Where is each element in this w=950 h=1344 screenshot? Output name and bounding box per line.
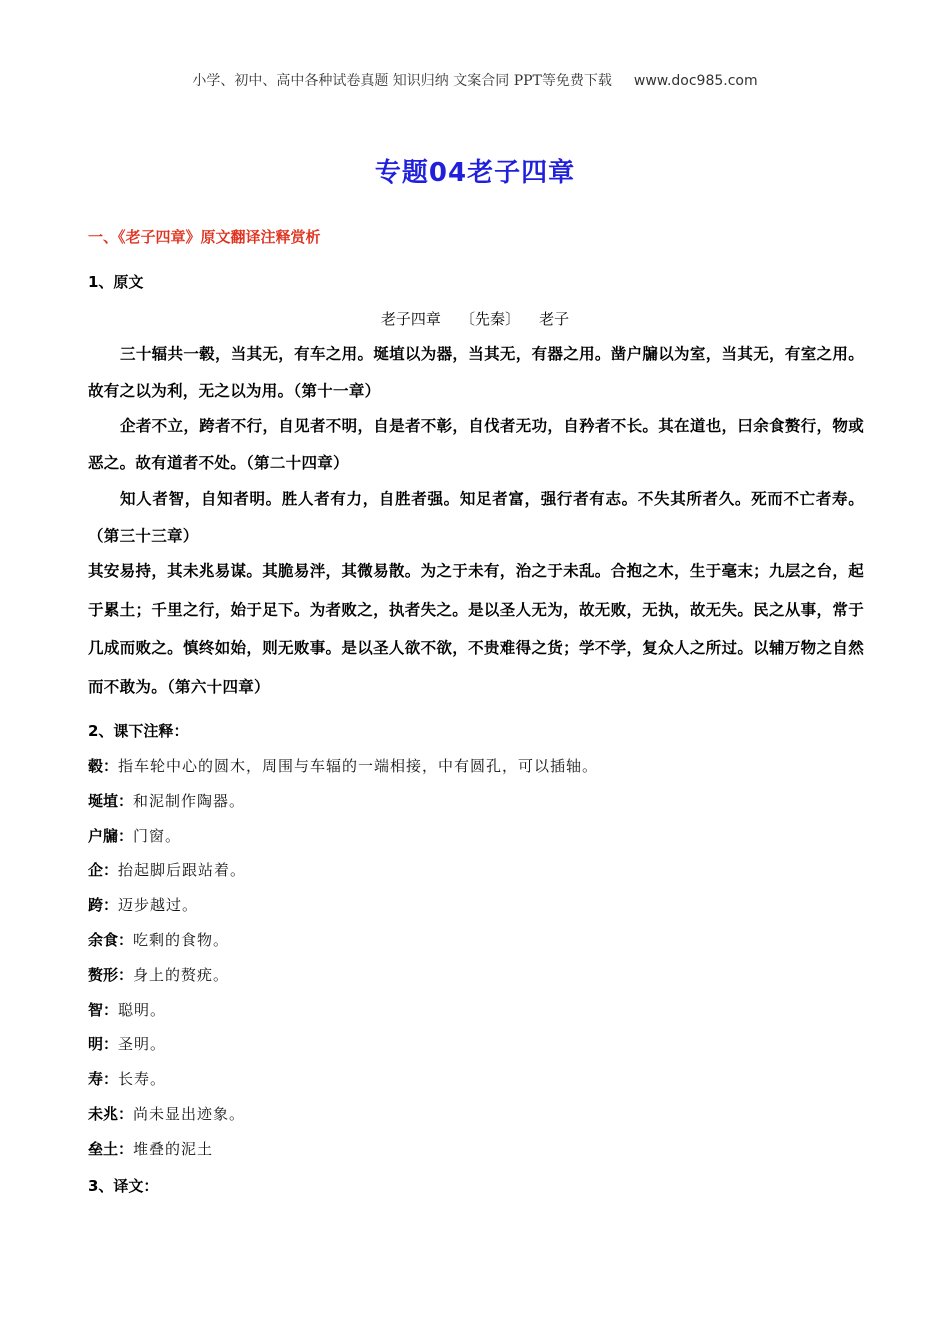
note-definition: 抬起脚后跟站着。 [118, 861, 247, 880]
note-term: 户牖 [88, 826, 119, 845]
paragraph-chapter-64: 其安易持，其未兆易谋。其脆易泮，其微易散。为之于未有，治之于未乱。合抱之木，生于毫末；九层之台，起于累土；千里之行，始于足下。为者败之，执者失之。是以圣人无为，故无败，无执，故无失。民之从事，常于几成而败之。慎终如始，则无败事。是以圣人欲不欲，不贵难得之货；学不学，复众人之所过。以辅万物之自然而不敢为。（第六十四章） [88, 561, 864, 696]
note-term: 垒土 [88, 1139, 119, 1158]
paragraph-chapter-33: 知人者智，自知者明。胜人者有力，自胜者强。知足者富，强行者有志。不失其所者久。死而不亡者寿。（第三十三章） [88, 489, 864, 545]
note-definition: 迈步越过。 [118, 896, 199, 915]
note-definition: 吃剩的食物。 [133, 930, 230, 949]
note-definition: 门窗。 [133, 826, 182, 845]
note-definition: 和泥制作陶器。 [133, 791, 246, 810]
note-term: 余食 [88, 930, 119, 949]
section-heading: 一、《老子四章》原文翻译注释赏析 [88, 228, 321, 246]
note-item: 企：抬起脚后跟站着。 [88, 861, 247, 880]
note-item: 智：聪明。 [88, 1000, 167, 1019]
paragraph-chapter-24: 企者不立，跨者不行，自见者不明，自是者不彰，自伐者无功，自矜者不长。其在道也，曰余食赘行，物或恶之。故有道者不处。（第二十四章） [88, 416, 864, 472]
note-definition: 身上的赘疣。 [133, 965, 230, 984]
note-item: 户牖：门窗。 [88, 826, 182, 845]
note-term: 寿 [88, 1070, 104, 1089]
note-item: 未兆：尚未显出迹象。 [88, 1104, 246, 1123]
note-term: 未兆 [88, 1104, 119, 1123]
header-text: 小学、初中、高中各种试卷真题 知识归纳 文案合同 PPT等免费下载 [192, 73, 612, 89]
note-term: 明 [88, 1035, 104, 1054]
note-definition: 堆叠的泥土 [133, 1139, 214, 1158]
note-term: 智 [88, 1000, 104, 1019]
note-term: 企 [88, 861, 104, 880]
note-item: 垒土：堆叠的泥土 [88, 1139, 214, 1158]
note-term: 跨 [88, 896, 104, 915]
poem-title: 老子四章 〔先秦〕 老子 [380, 310, 570, 328]
note-term: 埏埴 [88, 791, 119, 810]
note-item: 余食：吃剩的食物。 [88, 930, 230, 949]
notes-list [88, 756, 864, 1174]
note-definition: 圣明。 [118, 1035, 167, 1054]
note-item: 明：圣明。 [88, 1035, 167, 1054]
note-definition: 指车轮中心的圆木，周围与车辐的一端相接，中有圆孔，可以插轴。 [118, 757, 599, 775]
notes-label: 2、课下注释： [88, 722, 189, 740]
note-item: 埏埴：和泥制作陶器。 [88, 791, 246, 810]
original-text-label: 1、原文 [88, 273, 144, 291]
paragraph-chapter-11: 三十辐共一毂，当其无，有车之用。埏埴以为器，当其无，有器之用。凿户牖以为室，当其无，有室之用。故有之以为利，无之以为用。（第十一章） [88, 344, 864, 400]
note-item: 毂：指车轮中心的圆木，周围与车辐的一端相接，中有圆孔，可以插轴。 [88, 757, 599, 775]
note-definition: 长寿。 [118, 1070, 167, 1089]
note-item: 赘形：身上的赘疣。 [88, 965, 230, 984]
header-site-link[interactable]: www.doc985.com [633, 73, 758, 89]
document-title: 专题04老子四章 [374, 158, 576, 188]
note-item: 跨：迈步越过。 [88, 896, 199, 915]
note-term: 赘形 [88, 965, 119, 984]
page-header [0, 70, 950, 90]
translation-label: 3、译文： [88, 1177, 159, 1195]
note-item: 寿：长寿。 [88, 1070, 167, 1089]
note-definition: 聪明。 [118, 1000, 167, 1019]
note-term: 毂 [88, 757, 104, 775]
note-definition: 尚未显出迹象。 [133, 1104, 246, 1123]
